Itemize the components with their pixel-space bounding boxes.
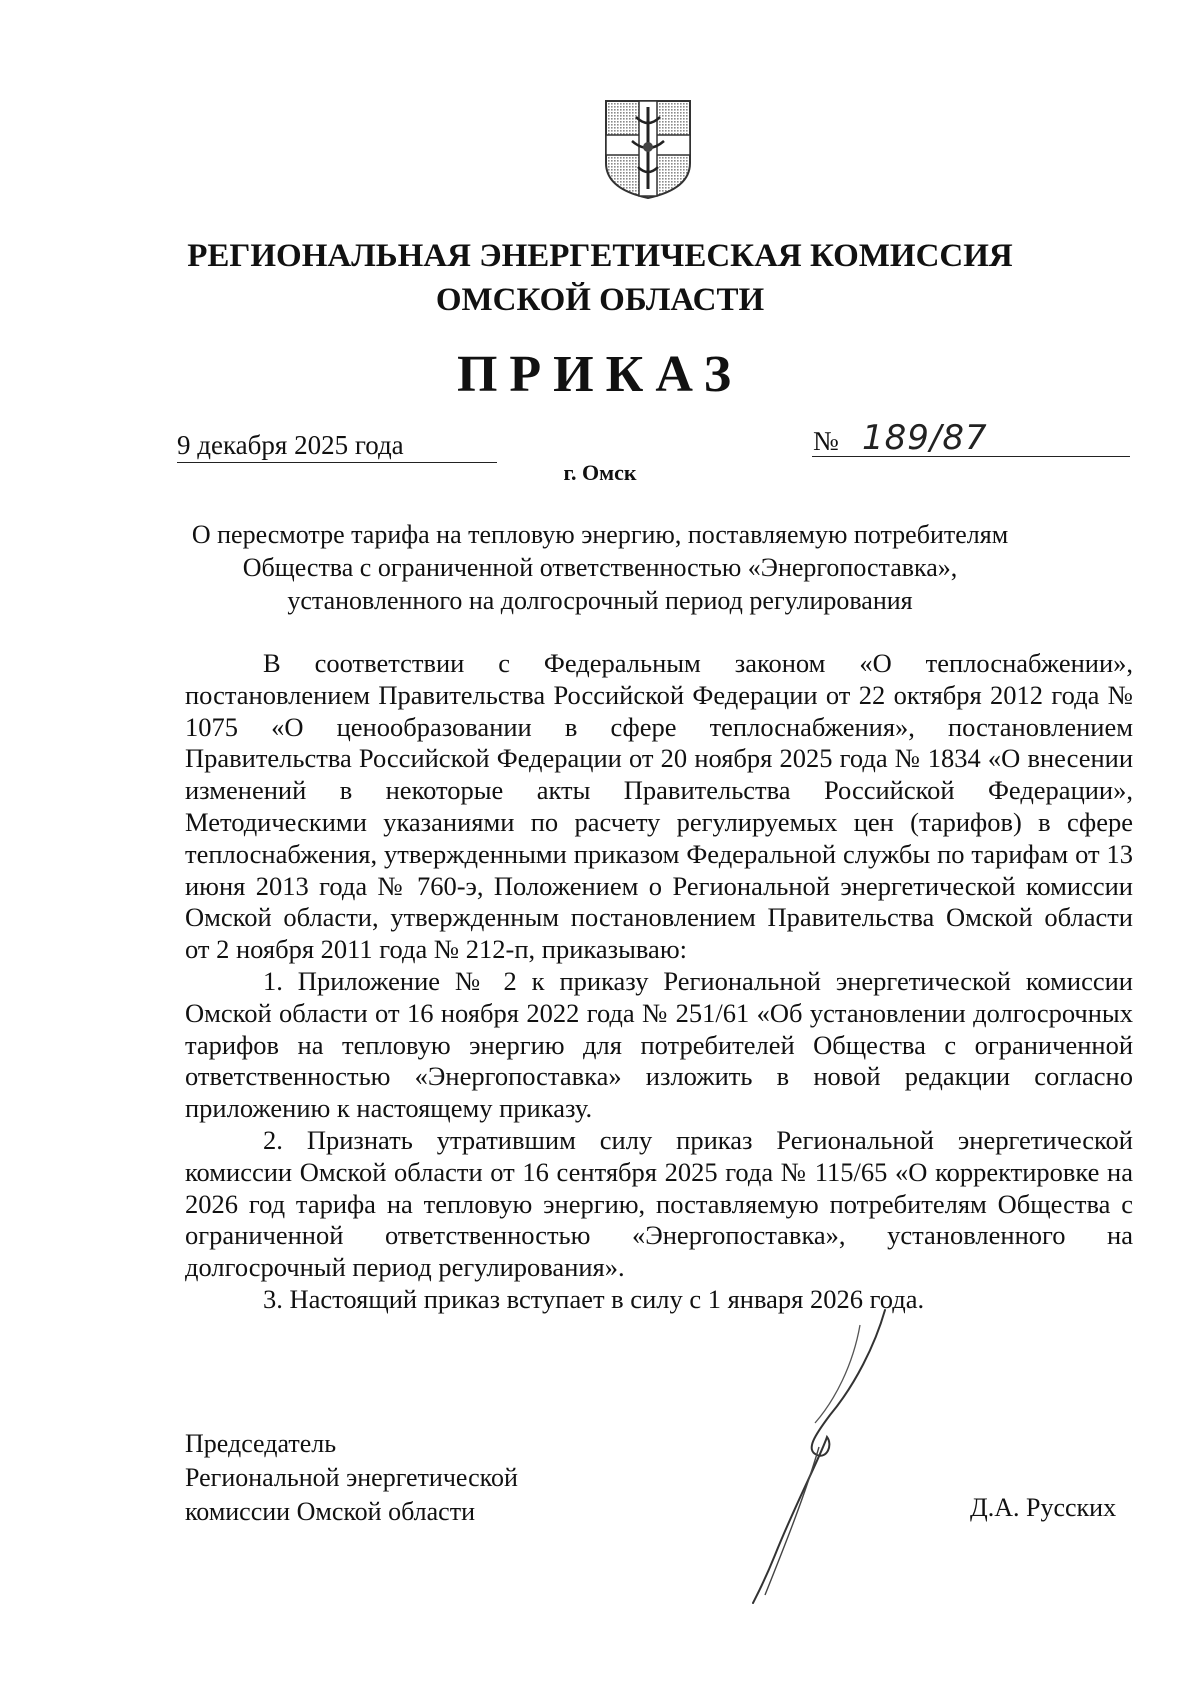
subject-line-1: О пересмотре тарифа на тепловую энергию, поставляемую потребителям (191, 520, 1009, 549)
organization-name-line1: РЕГИОНАЛЬНАЯ ЭНЕРГЕТИЧЕСКАЯ КОМИССИЯ (187, 238, 1013, 274)
subject-line-2: Общества с ограниченной ответственностью «Энергопоставка», (242, 553, 958, 582)
document-date: 9 декабря 2025 года (177, 430, 404, 460)
item-3-paragraph: 3. Настоящий приказ вступает в силу с 1 января 2026 года. (263, 1283, 925, 1314)
date-underline (177, 462, 497, 463)
coat-of-arms-icon (602, 97, 694, 201)
subject-line-3: установленного на долгосрочный период регулирования (287, 586, 913, 615)
item-1-paragraph: 1. Приложение № 2 к приказу Региональной энергетической комиссии Омской области от 16 ноября 2022 года № 251/61 «Об установлении долгосрочных тарифов на тепловую энергию для потребителей Общества с ограниченной ответственностью «Энергопоставка» изложить в новой редакции согласно приложению к настоящему приказу. (185, 965, 1133, 1124)
document-number-value: 189/87 (862, 418, 988, 458)
number-underline (812, 456, 1130, 457)
signatory-position-line2: Региональной энергетической (185, 1463, 518, 1492)
handwritten-signature-icon (735, 1305, 915, 1605)
preamble-paragraph: В соответствии с Федеральным законом «О теплоснабжении», постановлением Правительства Российской Федерации от 22 октября 2012 года № 1075 «О ценообразовании в сфере теплоснабжения», постановлением Правительства Российской Федерации от 20 ноября 2025 года № 1834 «О внесении изменений в некоторые акты Правительства Российской Федерации», Методическими указаниями по расчету регулируемых цен (тарифов) в сфере теплоснабжения, утвержденными приказом Федеральной службы по тарифам от 13 июня 2013 года № 760-э, Положением о Региональной энергетической комиссии Омской области, утвержденным постановлением Правительства Омской области от 2 ноября 2011 года № 212-п, приказываю: (185, 648, 1133, 965)
signatory-name: Д.А. Русских (970, 1493, 1117, 1522)
document-title: ПРИКАЗ (456, 346, 744, 403)
signatory-position-line3: комиссии Омской области (185, 1497, 475, 1526)
document-city: г. Омск (563, 460, 637, 485)
document-body (185, 648, 1133, 1316)
signatory-position (185, 1427, 518, 1529)
document-number-label: № (813, 426, 839, 456)
document-subject (150, 518, 1050, 617)
item-2-paragraph: 2. Признать утратившим силу приказ Региональной энергетической комиссии Омской области от 16 сентября 2025 года № 115/65 «О корректировке на 2026 год тарифа на тепловую энергию, поставляемую потребителям Общества с ограниченной ответственностью «Энергопоставка», установленного на долгосрочный период регулирования». (185, 1124, 1133, 1283)
signatory-position-line1: Председатель (185, 1429, 337, 1458)
organization-name-line2: ОМСКОЙ ОБЛАСТИ (435, 282, 765, 318)
